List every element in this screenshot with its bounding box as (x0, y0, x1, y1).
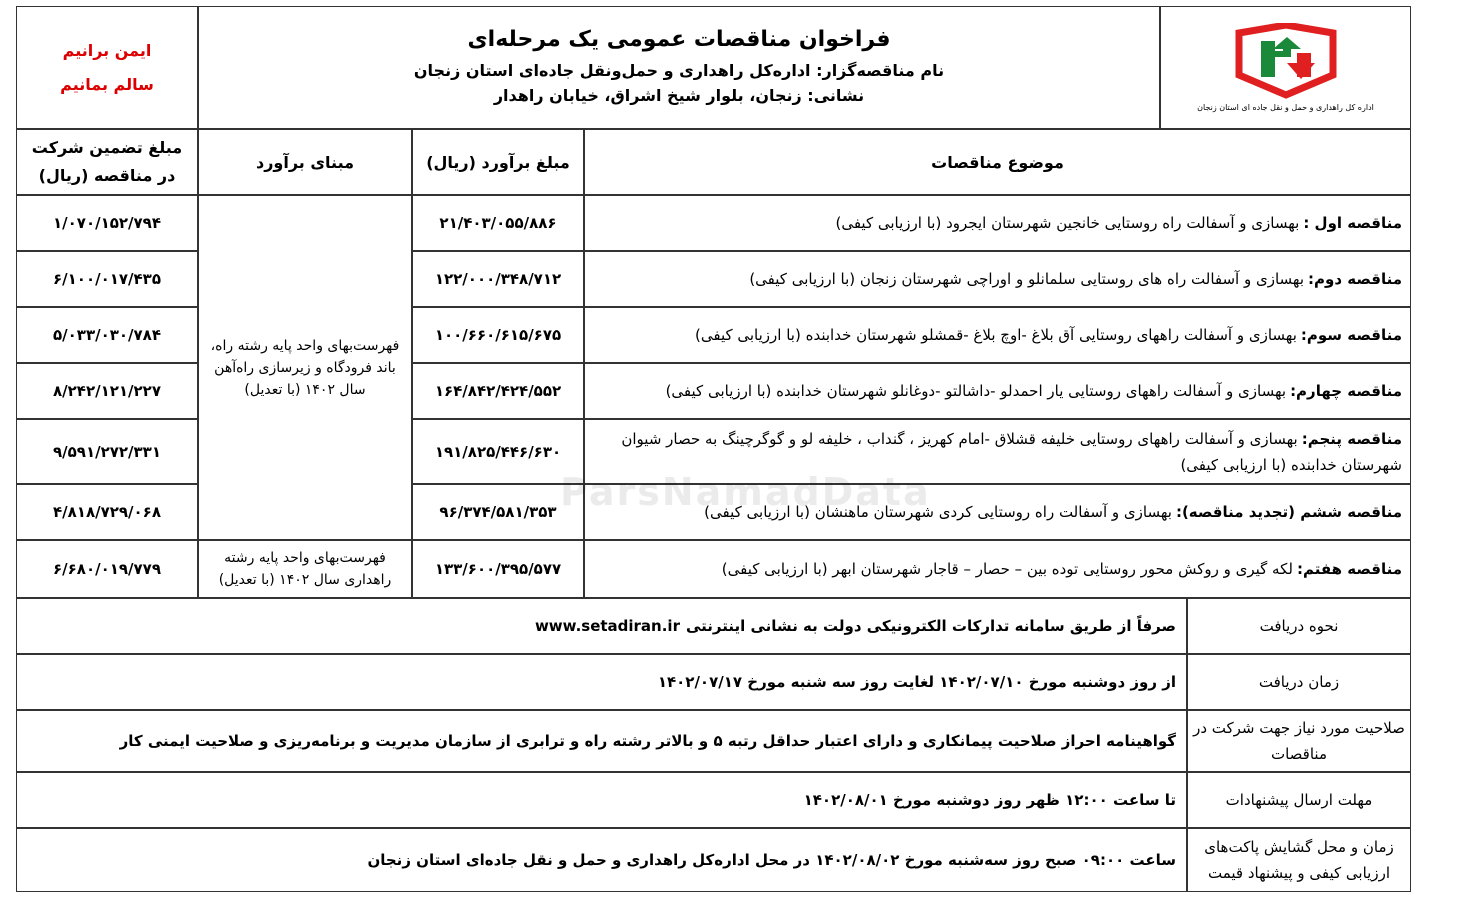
tender-label: مناقصه هفتم: (1296, 560, 1402, 578)
info-label-4: مهلت ارسال پیشنهادات (1187, 772, 1411, 828)
tender-text: بهسازی و آسفالت راه های روستایی سلمانلو و اوراچی شهرستان زنجان (با ارزیابی کیفی) (749, 270, 1305, 288)
info-value-1 (16, 598, 1187, 654)
header-block (198, 6, 1160, 129)
estimate-6: ۹۶/۳۷۴/۵۸۱/۳۵۳ (412, 484, 584, 540)
guarantee-1: ۱/۰۷۰/۱۵۲/۷۹۴ (16, 195, 198, 251)
slogan-line-2: سالم بمانیم (60, 74, 154, 94)
info-text: صرفاً از طریق سامانه تدارکات الکترونیکی دولت به نشانی اینترنتی (685, 617, 1176, 635)
header-estimate: مبلغ برآورد (ریال) (412, 129, 584, 195)
info-value-5: ساعت ۰۹:۰۰ صبح روز سه‌شنبه مورخ ۱۴۰۲/۰۸/۰۲ در محل اداره‌کل راهداری و حمل و نقل جاده‌ای استان زنجان (16, 828, 1187, 892)
organizer-line: نام مناقصه‌گزار: اداره‌کل راهداری و حمل‌ونقل جاده‌ای استان زنجان (413, 61, 945, 80)
info-label-3: صلاحیت مورد نیاز جهت شرکت در مناقصات (1187, 710, 1411, 772)
header-basis: مبنای برآورد (198, 129, 412, 195)
estimate-4: ۱۶۴/۸۴۲/۴۲۴/۵۵۲ (412, 363, 584, 419)
tender-row-1 (584, 195, 1411, 251)
info-label-2: زمان دریافت (1187, 654, 1411, 710)
tender-row-7 (584, 540, 1411, 598)
logo-block (1160, 6, 1411, 129)
tender-label: مناقصه ششم (تجدید مناقصه): (1175, 503, 1402, 521)
tender-text: بهسازی و آسفالت راه روستایی کردی شهرستان ماهنشان (با ارزیابی کیفی) (704, 503, 1172, 521)
watermark: ParsNamadData (560, 470, 931, 514)
guarantee-6: ۴/۸۱۸/۷۲۹/۰۶۸ (16, 484, 198, 540)
info-label-5: زمان و محل گشایش پاکت‌های ارزیابی کیفی و پیشنهاد قیمت (1187, 828, 1411, 892)
estimate-3: ۱۰۰/۶۶۰/۶۱۵/۶۷۵ (412, 307, 584, 363)
slogan-line-1: ایمن برانیم (62, 40, 152, 60)
setadiran-link[interactable]: www.setadiran.ir (534, 617, 680, 635)
info-value-2: از روز دوشنبه مورخ ۱۴۰۲/۰۷/۱۰ لغایت روز سه شنبه مورخ ۱۴۰۲/۰۷/۱۷ (16, 654, 1187, 710)
basis-cell-1: فهرست‌بهای واحد پایه رشته راه، باند فرودگاه و زیرسازی راه‌آهن سال ۱۴۰۲ (با تعدیل) (198, 195, 412, 540)
rmto-logo-icon (1231, 23, 1341, 99)
tender-label: مناقصه دوم: (1308, 270, 1402, 288)
page-title: فراخوان مناقصات عمومی یک مرحله‌ای (467, 27, 891, 52)
tender-row-2 (584, 251, 1411, 307)
info-value-3: گواهینامه احراز صلاحیت پیمانکاری و دارای اعتبار حداقل رتبه ۵ و بالاتر رشته راه و ترابری از سازمان مدیریت و برنامه‌ریزی و صلاحیت ایمنی کار (16, 710, 1187, 772)
guarantee-4: ۸/۲۴۲/۱۲۱/۲۲۷ (16, 363, 198, 419)
tender-label: مناقصه اول : (1303, 214, 1402, 232)
basis-cell-2: فهرست‌بهای واحد پایه رشته راهداری سال ۱۴۰۲ (با تعدیل) (198, 540, 412, 598)
info-label-1: نحوه دریافت (1187, 598, 1411, 654)
header-guarantee: مبلغ تضمین شرکت در مناقصه (ریال) (16, 129, 198, 195)
estimate-7: ۱۳۳/۶۰۰/۳۹۵/۵۷۷ (412, 540, 584, 598)
guarantee-3: ۵/۰۳۳/۰۳۰/۷۸۴ (16, 307, 198, 363)
header-subject: موضوع مناقصات (584, 129, 1411, 195)
guarantee-7: ۶/۶۸۰/۰۱۹/۷۷۹ (16, 540, 198, 598)
tender-row-4 (584, 363, 1411, 419)
guarantee-5: ۹/۵۹۱/۲۷۲/۳۳۱ (16, 419, 198, 484)
tender-text: بهسازی و آسفالت راههای روستایی خلیفه قشلاق -امام کهریز ، گنداب ، خلیفه لو و گوگرچینگ به حصار شیوان شهرستان خدابنده (با ارزیابی کیفی) (621, 429, 1402, 474)
estimate-1: ۲۱/۴۰۳/۰۵۵/۸۸۶ (412, 195, 584, 251)
logo-caption: اداره کل راهداری و حمل و نقل جاده ای استان زنجان (1197, 103, 1374, 112)
guarantee-2: ۶/۱۰۰/۰۱۷/۴۳۵ (16, 251, 198, 307)
tender-text: لکه گیری و روکش محور روستایی توده بین – حصار – قاجار شهرستان ابهر (با ارزیابی کیفی) (721, 560, 1293, 578)
address-line: نشانی: زنجان، بلوار شیخ اشراق، خیابان راهدار (493, 86, 865, 105)
tender-label: مناقصه پنجم: (1301, 429, 1402, 448)
info-value-4: تا ساعت ۱۲:۰۰ ظهر روز دوشنبه مورخ ۱۴۰۲/۰۸/۰۱ (16, 772, 1187, 828)
estimate-2: ۱۲۲/۰۰۰/۳۴۸/۷۱۲ (412, 251, 584, 307)
tender-text: بهسازی و آسفالت راههای روستایی یار احمدلو -داشالتو -دوغانلو شهرستان خدابنده (با ارزیابی کیفی) (665, 382, 1287, 400)
tender-label: مناقصه سوم: (1300, 326, 1402, 344)
tender-row-3 (584, 307, 1411, 363)
tender-text: بهسازی و آسفالت راههای روستایی آق بلاغ -اوچ بلاغ -قمشلو شهرستان خدابنده (با ارزیابی کیفی) (695, 326, 1297, 344)
tender-text: بهسازی و آسفالت راه روستایی خانجین شهرستان ایجرود (با ارزیابی کیفی) (835, 214, 1300, 232)
tender-label: مناقصه چهارم: (1290, 382, 1402, 400)
estimate-5: ۱۹۱/۸۲۵/۴۴۶/۶۳۰ (412, 419, 584, 484)
slogan-block (16, 6, 198, 129)
